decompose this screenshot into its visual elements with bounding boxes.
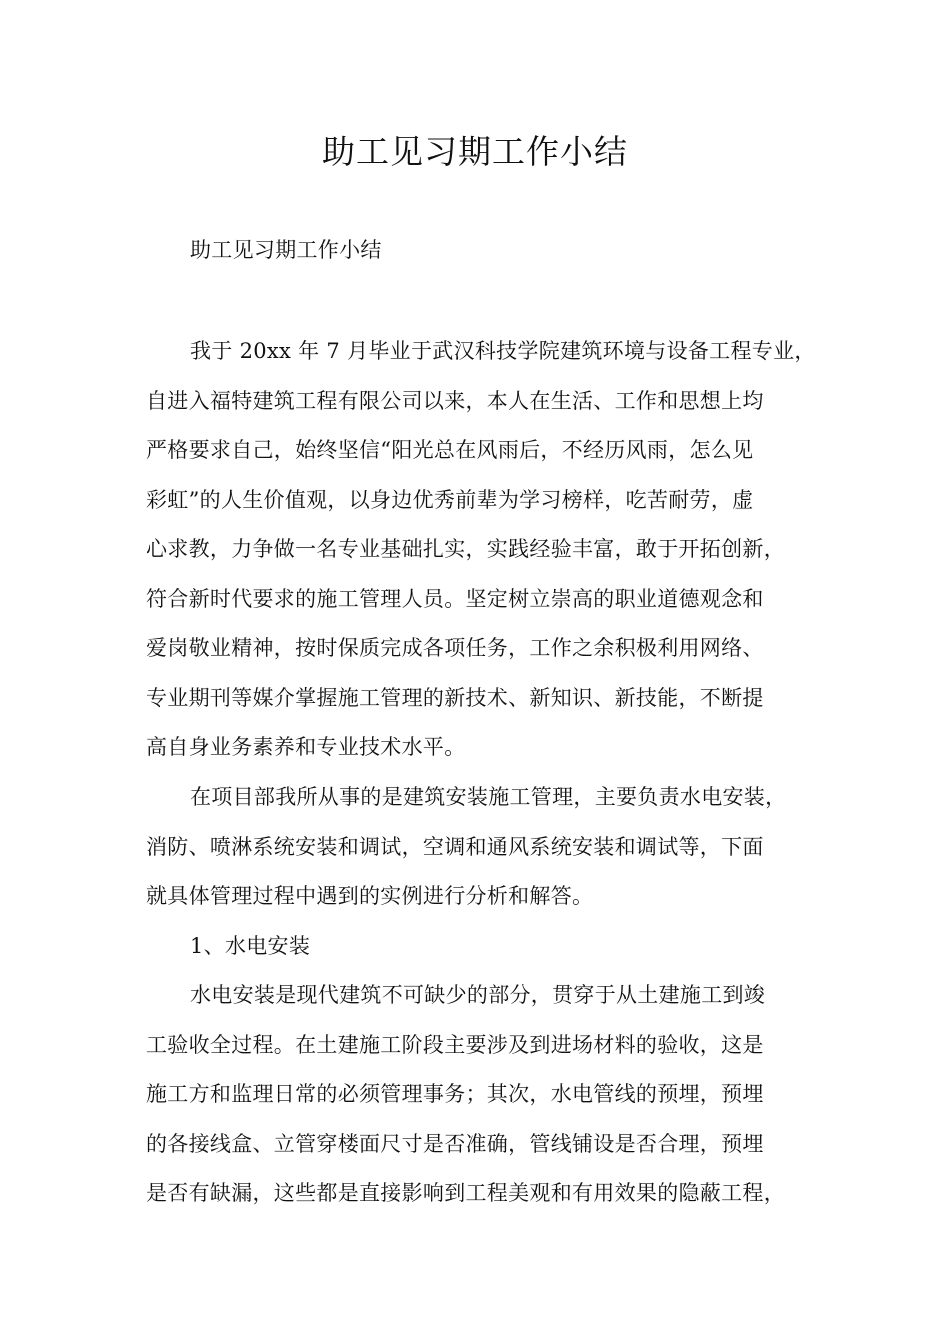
- paragraph-line: 高自身业务素养和专业技术水平。: [146, 735, 466, 759]
- paragraph-line: 消防、喷淋系统安装和调试，空调和通风系统安装和调试等，下面: [146, 834, 764, 859]
- paragraph-line: 就具体管理过程中遇到的实例进行分析和解答。: [146, 884, 594, 908]
- paragraph-line: 符合新时代要求的施工管理人员。坚定树立崇高的职业道德观念和: [146, 586, 764, 611]
- document-subtitle: 助工见习期工作小结: [190, 238, 382, 262]
- paragraph-line: 专业期刊等媒介掌握施工管理的新技术、新知识、新技能，不断提: [146, 685, 764, 710]
- paragraph-line: 我于 20xx 年 7 月毕业于武汉科技学院建筑环境与设备工程专业，: [190, 339, 816, 363]
- paragraph-line: 在项目部我所从事的是建筑安装施工管理，主要负责水电安装，: [190, 785, 787, 809]
- paragraph-line: 爱岗敬业精神，按时保质完成各项任务，工作之余积极利用网络、: [146, 636, 764, 660]
- section-heading: 1、水电安装: [190, 934, 311, 958]
- paragraph-3: [146, 971, 810, 1219]
- paragraph-line: 心求教，力争做一名专业基础扎实，实践经验丰富，敢于开拓创新，: [146, 537, 785, 561]
- paragraph-line: 工验收全过程。在土建施工阶段主要涉及到进场材料的验收，这是: [146, 1032, 764, 1057]
- paragraph-line: 自进入福特建筑工程有限公司以来，本人在生活、工作和思想上均: [146, 388, 764, 413]
- paragraph-line: 的各接线盒、立管穿楼面尺寸是否准确，管线铺设是否合理，预埋: [146, 1131, 764, 1156]
- paragraph-1: [146, 327, 816, 773]
- paragraph-line: 水电安装是现代建筑不可缺少的部分，贯穿于从土建施工到竣: [190, 983, 766, 1007]
- paragraph-line: 严格要求自己，始终坚信“阳光总在风雨后，不经历风雨，怎么见: [146, 438, 754, 462]
- paragraph-2: [146, 773, 810, 922]
- paragraph-line: 施工方和监理日常的必须管理事务；其次，水电管线的预埋，预埋: [146, 1082, 764, 1106]
- paragraph-line: 是否有缺漏，这些都是直接影响到工程美观和有用效果的隐蔽工程，: [146, 1181, 785, 1205]
- paragraph-line: 彩虹”的人生价值观，以身边优秀前辈为学习榜样，吃苦耐劳，虚: [146, 487, 754, 512]
- document-title: 助工见习期工作小结: [322, 132, 628, 171]
